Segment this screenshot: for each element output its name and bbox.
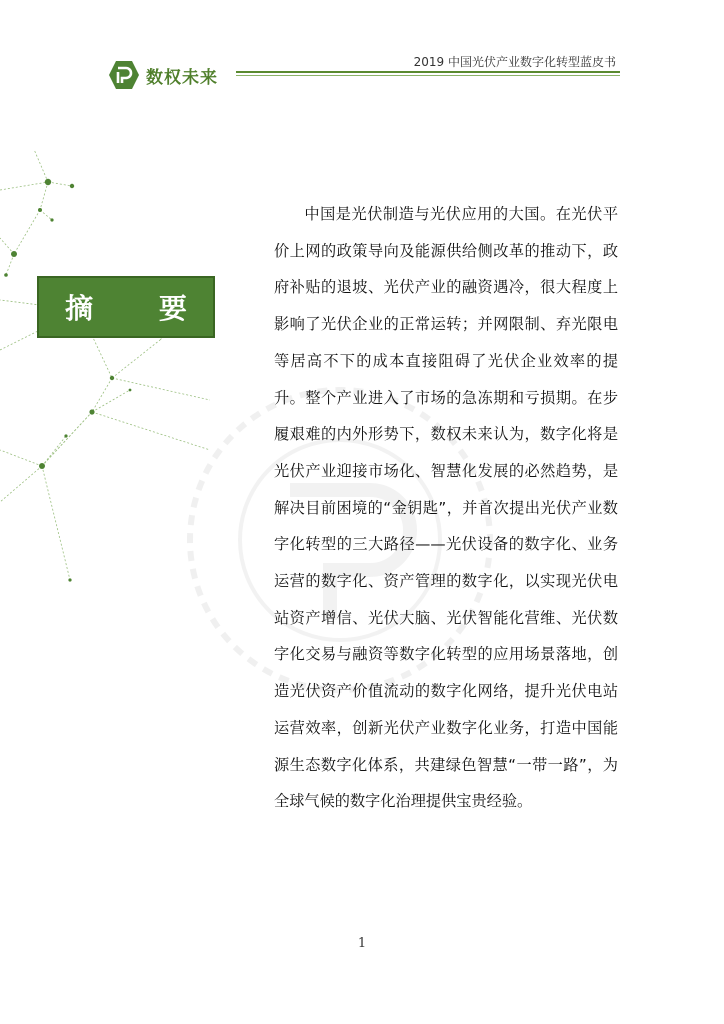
abstract-heading-box bbox=[37, 276, 215, 338]
document-title: 2019 中国光伏产业数字化转型蓝皮书 bbox=[413, 55, 616, 69]
logo bbox=[108, 60, 218, 90]
header-rule bbox=[236, 71, 620, 76]
page-number: 1 bbox=[357, 936, 367, 951]
logo-icon bbox=[108, 60, 140, 90]
abstract-heading: 摘 要 bbox=[65, 292, 215, 325]
abstract-paragraph: 中国是光伏制造与光伏应用的大国。在光伏平价上网的政策导向及能源供给侧改革的推动下，政府补贴的退坡、光伏产业的融资遇冷，很大程度上影响了光伏企业的正常运转；并网限制、弃光限电等居高不下的成本直接阻碍了光伏企业效率的提升。整个产业进入了市场的急冻期和亏损期。在步履艰难的内外形势下，数权未来认为，数字化将是光伏产业迎接市场化、智慧化发展的必然趋势，是解决目前困境的“金钥匙”，并首次提出光伏产业数字化转型的三大路径——光伏设备的数字化、业务运营的数字化、资产管理的数字化，以实现光伏电站资产增信、光伏大脑、光伏智能化营维、光伏数字化交易与融资等数字化转型的应用场景落地，创造光伏资产价值流动的数字化网络，提升光伏电站运营效率，创新光伏产业数字化业务，打造中国能源生态数字化体系，共建绿色智慧“一带一路”，为全球气候的数字化治理提供宝贵经验。 bbox=[274, 205, 618, 811]
logo-text: 数权未来 bbox=[146, 67, 218, 88]
